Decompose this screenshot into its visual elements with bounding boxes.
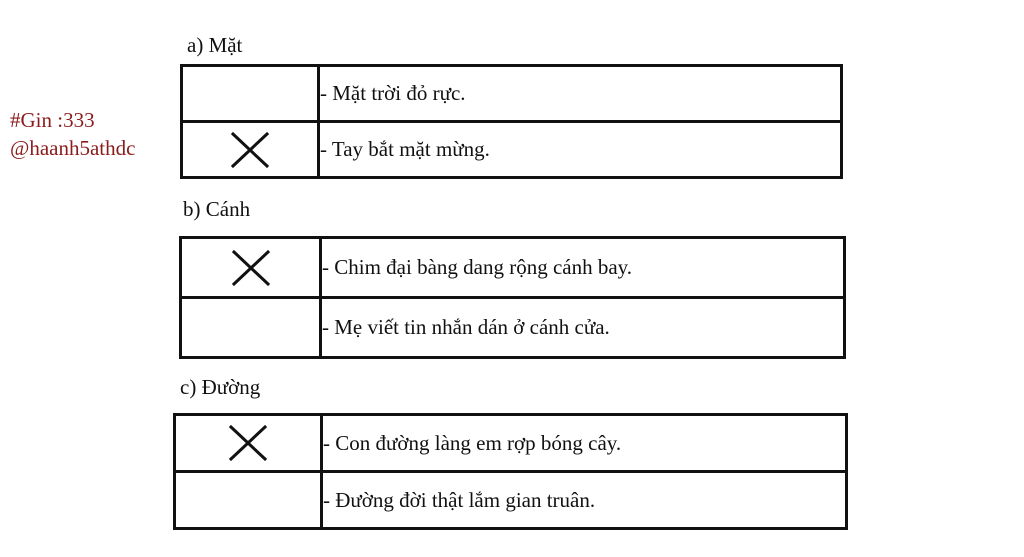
choice-table-c xyxy=(173,413,848,530)
section-title-a: a) Mặt xyxy=(187,33,243,57)
watermark-line-2: @haanh5athdc xyxy=(10,136,136,160)
section-title-b: b) Cánh xyxy=(183,197,251,221)
cross-mark-icon xyxy=(228,130,272,170)
section-title-c: c) Đường xyxy=(180,375,261,399)
table-row xyxy=(175,472,847,529)
table-row xyxy=(182,66,842,122)
table-row xyxy=(181,238,845,298)
option-text: - Mặt trời đỏ rực. xyxy=(319,66,842,122)
watermark xyxy=(10,106,135,162)
checkbox-cell[interactable] xyxy=(175,472,322,529)
cross-mark-icon xyxy=(229,248,273,288)
checkbox-cell[interactable] xyxy=(182,66,319,122)
choice-table-a xyxy=(180,64,843,179)
table-row xyxy=(182,122,842,178)
option-text: - Đường đời thật lắm gian truân. xyxy=(322,472,847,529)
option-text: - Tay bắt mặt mừng. xyxy=(319,122,842,178)
option-text: - Mẹ viết tin nhắn dán ở cánh cửa. xyxy=(321,298,845,358)
checkbox-cell[interactable] xyxy=(181,238,321,298)
cross-mark-icon xyxy=(226,423,270,463)
option-text: - Con đường làng em rợp bóng cây. xyxy=(322,415,847,472)
watermark-line-1: #Gin :333 xyxy=(10,108,95,132)
checkbox-cell[interactable] xyxy=(182,122,319,178)
checkbox-cell[interactable] xyxy=(181,298,321,358)
table-row xyxy=(175,415,847,472)
choice-table-b xyxy=(179,236,846,359)
checkbox-cell[interactable] xyxy=(175,415,322,472)
option-text: - Chim đại bàng dang rộng cánh bay. xyxy=(321,238,845,298)
table-row xyxy=(181,298,845,358)
